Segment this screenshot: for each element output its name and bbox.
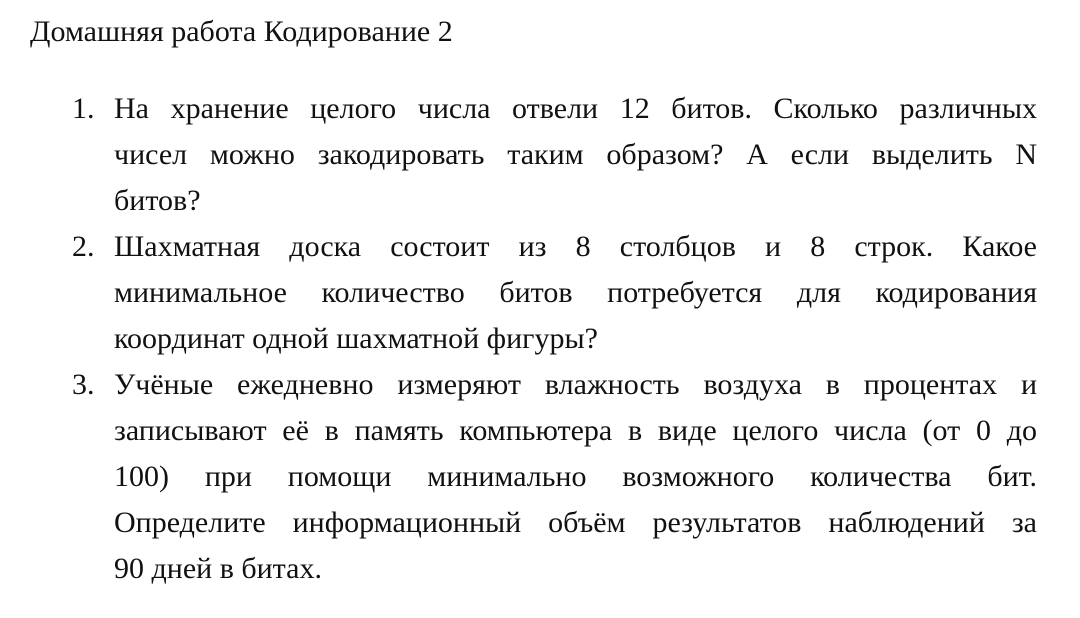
task-line: 100) при помощи минимально возможного количества бит. [114,460,1037,493]
task-text [114,86,1037,224]
task-line: Шахматная доска состоит из 8 столбцов и 8 строк. Какое [114,230,1037,263]
task-item [0,362,1080,592]
task-line: На хранение целого числа отвели 12 битов. Сколько различных [114,92,1037,125]
task-line: минимальное количество битов потребуется для кодирования [114,276,1037,309]
task-line: чисел можно закодировать таким образом? А если выделить N [114,138,1037,171]
task-number: 1. [72,92,95,125]
task-line: Учёные ежедневно измеряют влажность воздуха в процентах и [114,368,1037,401]
task-text [114,362,1037,592]
task-line: координат одной шахматной фигуры? [114,322,598,355]
task-text [114,224,1037,362]
task-line: Определите информационный объём результатов наблюдений за [114,506,1037,539]
document-title: Домашняя работа Кодирование 2 [30,15,453,48]
task-item [0,86,1080,224]
task-number: 3. [72,368,95,401]
task-number: 2. [72,230,95,263]
task-line: записывают её в память компьютера в виде целого числа (от 0 до [114,414,1037,447]
task-item [0,224,1080,362]
task-list [0,86,1080,592]
task-line: битов? [114,184,201,217]
task-line: 90 дней в битах. [114,552,322,585]
